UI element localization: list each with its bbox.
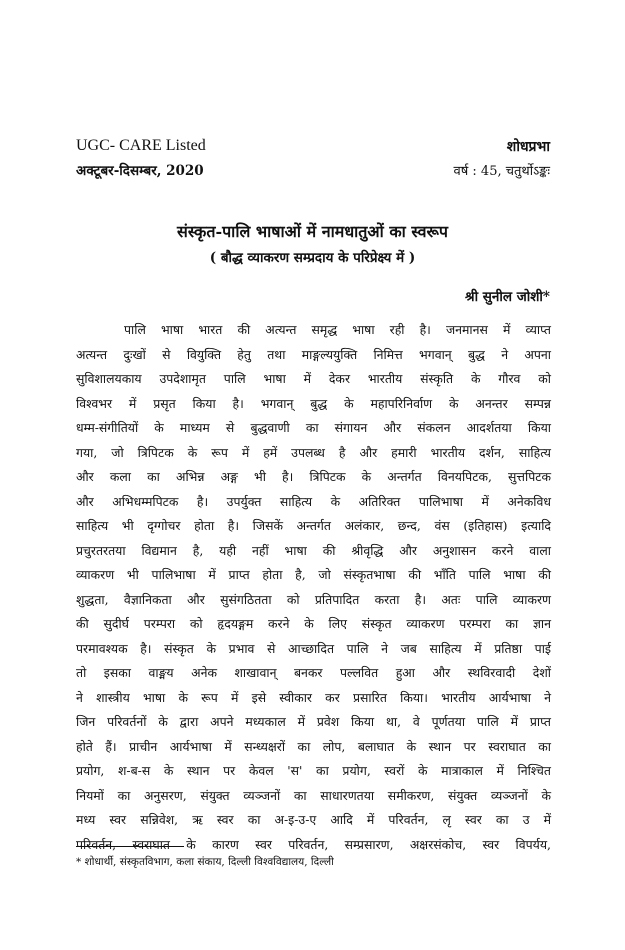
body-line: विश्वभर में प्रसृत किया है। भगवान् बुद्ध के महापरिनिर्वाण के अनन्तर सम्पन्न	[76, 395, 551, 411]
body-line: तो इसका वाङ्मय अनेक शाखावान् बनकर पल्लवित हुआ और स्थविरवादी देशों	[76, 665, 551, 680]
body-line: पालि भाषा भारत की अत्यन्त समृद्ध भाषा रही है। जनमानस में व्याप्त	[124, 322, 551, 337]
article-subtitle: ( बौद्ध व्याकरण सम्प्रदाय के परिप्रेक्ष्य में )	[209, 250, 416, 266]
body-line: प्रयोग, श-ब-स के स्थान पर केवल 'स' का प्रयोग, स्वरों के मात्राकाल में निश्चित	[76, 763, 551, 778]
body-line: जिन परिवर्तनों के द्वारा अपने मध्यकाल में प्रवेश किया था, वे पूर्णतया पालि में प्राप्त	[76, 714, 551, 729]
body-line: की सुदीर्घ परम्परा को हृदयङ्गम करने के लिए संस्कृत व्याकरण परम्परा का ज्ञान	[76, 616, 551, 631]
body-line: अत्यन्त दुःखों से वियुक्ति हेतु तथा माङ्गल्ययुक्ति निमित्त भगवान् बुद्ध ने अपना	[76, 346, 551, 362]
article-body	[76, 318, 551, 857]
body-line: व्याकरण भी पालिभाषा में प्राप्त होता है, जो संस्कृतभाषा की भाँति पालि भाषा की	[76, 567, 551, 582]
body-line: होते हैं। प्राचीन आर्यभाषा में सन्ध्यक्षरों का लोप, बलाघात के स्थान पर स्वराघात का	[76, 738, 551, 754]
volume-issue: वर्ष : 45, चतुर्थोऽङ्कः	[453, 164, 550, 179]
body-line: परमावश्यक है। संस्कृत के प्रभाव से आच्छादित पालि ने जब साहित्य में प्रतिष्ठा पाई	[76, 640, 551, 656]
issue-period: अक्टूबर-दिसम्बर, 2020	[76, 163, 204, 179]
body-line: गया, जो त्रिपिटक के रूप में हमें उपलब्ध है और हमारी भारतीय दर्शन, साहित्य	[76, 444, 551, 460]
body-line: धम्म-संगीतियों के माध्यम से बुद्धवाणी का संगायन और संकलन आदर्शतया किया	[76, 420, 551, 435]
body-line: साहित्य भी दृग्गोचर होता है। जिसकें अन्तर्गत अलंकार, छन्द, वंस (इतिहास) इत्यादि	[76, 518, 551, 533]
body-line: मध्य स्वर सन्निवेश, ऋ स्वर का अ-इ-उ-ए आदि में परिवर्तन, लृ स्वर का उ में	[76, 812, 551, 827]
footnote: * शोधार्थी, संस्कृतविभाग, कला संकाय, दिल्ली विश्वविद्यालय, दिल्ली	[76, 856, 334, 868]
footnote-divider	[76, 846, 184, 847]
listing-label: UGC- CARE Listed	[76, 137, 206, 154]
article-title: संस्कृत-पालि भाषाओं में नामधातुओं का स्वरूप	[177, 222, 448, 241]
journal-name: शोधप्रभा	[506, 139, 550, 155]
body-line: प्रचुरतरतया विद्यमान है, यही नहीं भाषा की श्रीवृद्धि और अनुशासन करने वाला	[76, 542, 551, 558]
body-line: ने शास्त्रीय भाषा के रूप में इसे स्वीकार कर प्रसारित किया। भारतीय आर्यभाषा ने	[76, 689, 551, 705]
body-line: और अभिधम्मपिटक है। उपर्युक्त साहित्य के अतिरिक्त पालिभाषा में अनेकविध	[76, 493, 551, 509]
body-line: और कला का अभिन्न अङ्ग भी है। त्रिपिटक के अन्तर्गत विनयपिटक, सुत्तपिटक	[76, 469, 551, 484]
body-line: सुविशालयकाय उपदेशामृत पालि भाषा में देकर भारतीय संस्कृति के गौरव को	[76, 371, 551, 386]
body-line: नियमों का अनुसरण, संयुक्त व्यञ्जनों का साधारणतया समीकरण, संयुक्त व्यञ्जनों के	[76, 787, 551, 803]
author-name: श्री सुनील जोशी*	[465, 289, 550, 305]
body-line: शुद्धता, वैज्ञानिकता और सुसंगठितता को प्रतिपादित करता है। अतः पालि व्याकरण	[76, 591, 551, 607]
body-line: परिवर्तन, स्वराघात के कारण स्वर परिवर्तन, सम्प्रसारण, अक्षरसंकोच, स्वर विपर्यय,	[76, 836, 551, 852]
